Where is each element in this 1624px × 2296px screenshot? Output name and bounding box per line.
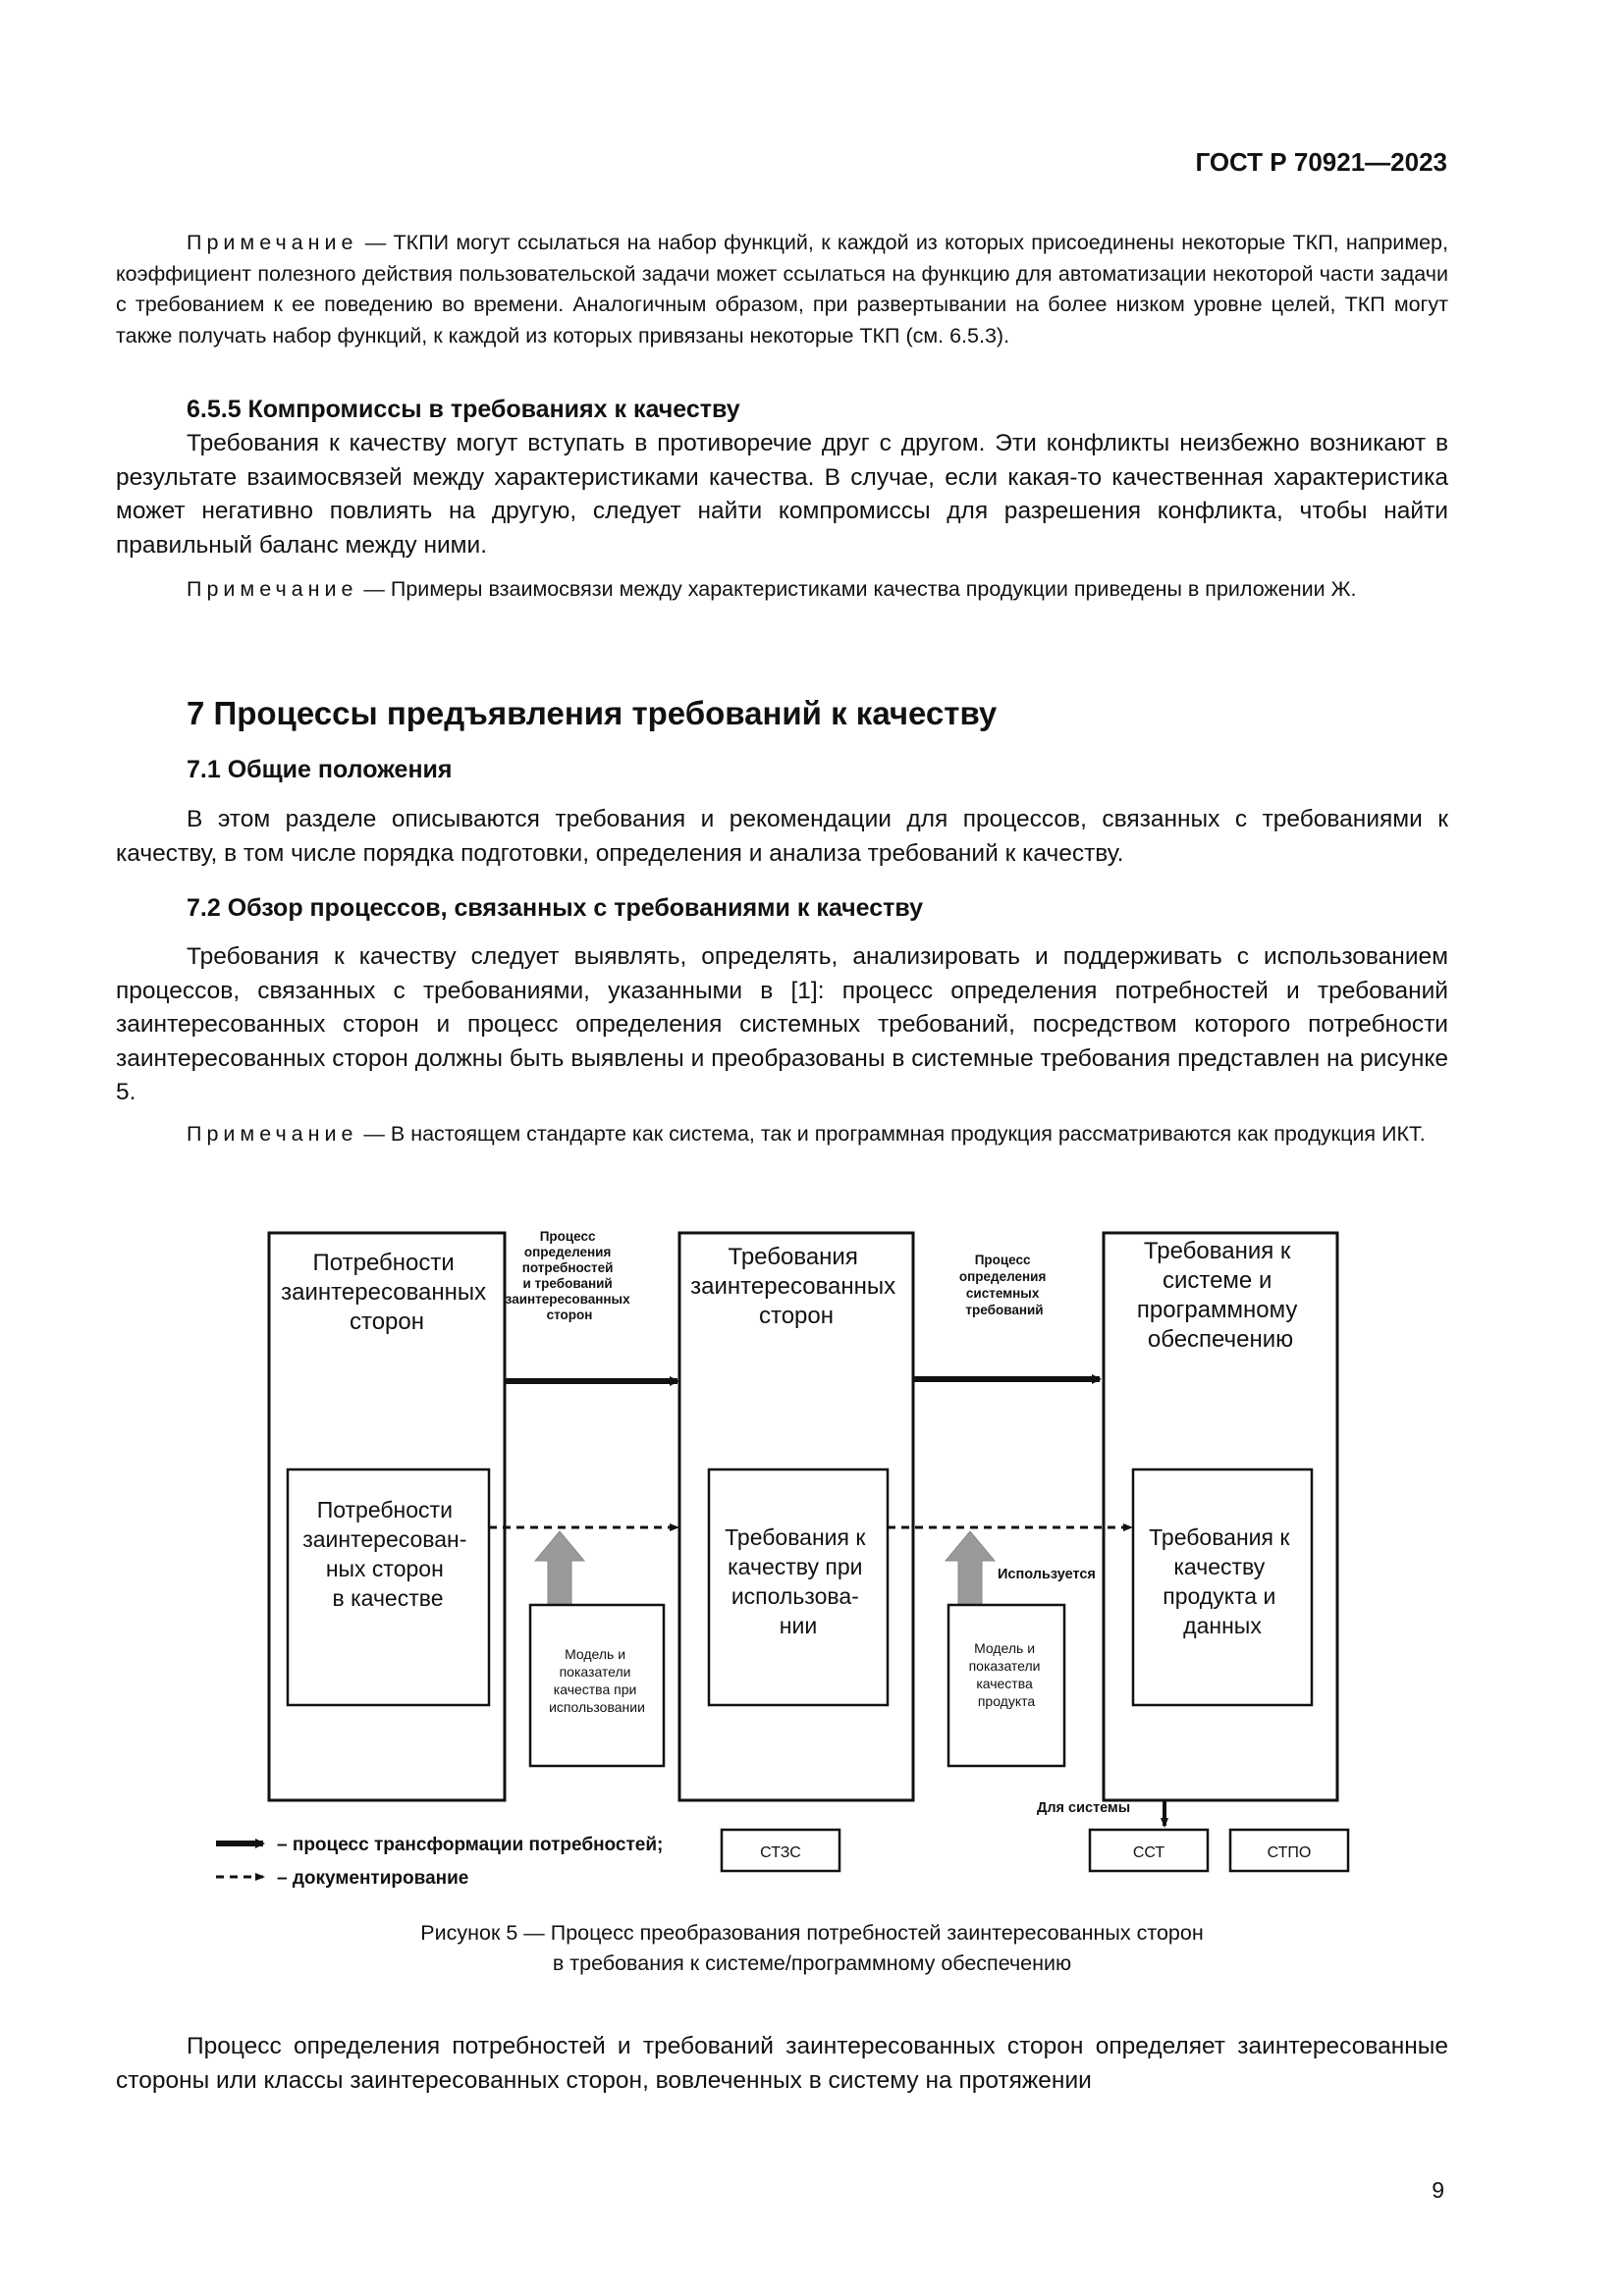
col1-title: Потребности заинтересованных сторон — [281, 1250, 487, 1335]
col2-title: Требования заинтересованных сторон — [690, 1244, 896, 1329]
note-text: — Примеры взаимосвязи между характеристиками качества продукции приведены в приложении Ж. — [357, 577, 1357, 601]
process-1-label: Процесс определения потребностей и требований заинтересованных сторон — [505, 1229, 630, 1322]
final-paragraph: Процесс определения потребностей и требований заинтересованных сторон определяет заинтересованные стороны или классы заинтересованных сторон, вовлеченных в систему на протяжении — [116, 2033, 1448, 2094]
col2-inner: Требования к качеству при использова- нии — [725, 1524, 866, 1638]
caption-line-2: в требования к системе/программному обеспечению — [552, 1951, 1072, 1975]
section-7-heading: 7 Процессы предъявления требований к качеству — [187, 695, 998, 731]
section-7-2-heading: 7.2 Обзор процессов, связанных с требованиями к качеству — [187, 894, 923, 922]
stpo-label: СТПО — [1267, 1844, 1312, 1861]
note-text: — ТКПИ могут ссылаться на набор функций, к каждой из которых присоединены некоторые ТКП, например, коэффициент полезного действия пользовательской задачи может ссылаться на функцию для автоматизации некоторой части задачи с требованием к ее поведению во времени. Аналогичным образом, при развертывании на более низком уровне целей, ТКП могут также получать набор функций, к каждой из которых привязаны некоторые ТКП (см. 6.5.3). — [116, 231, 1448, 347]
figure-caption — [295, 1918, 1329, 1979]
page-number: 9 — [1432, 2177, 1444, 2203]
note-label: Примечание — [187, 577, 358, 601]
document-id: ГОСТ Р 70921—2023 — [1195, 147, 1447, 177]
process-2-label: Процесс определения системных требований — [958, 1253, 1047, 1317]
for-system-label: Для системы — [1037, 1800, 1131, 1816]
stzs-label: СТЗС — [760, 1844, 801, 1861]
uses-label: Используется — [998, 1567, 1096, 1582]
section-7-1-heading: 7.1 Общие положения — [187, 756, 453, 783]
col3-inner: Требования к качеству продукта и данных — [1149, 1524, 1290, 1638]
note-label: Примечание — [187, 1122, 358, 1146]
section-6-5-5-heading: 6.5.5 Компромиссы в требованиях к качеству — [187, 396, 740, 423]
caption-line-1: Рисунок 5 — Процесс преобразования потребностей заинтересованных сторон — [420, 1921, 1204, 1945]
legend-solid-label: – процесс трансформации потребностей; — [277, 1835, 664, 1855]
section-7-1-text: В этом разделе описываются требования и рекомендации для процессов, связанных с требованиями к качеству, в том числе порядка подготовки, определения и анализа требований к качеству. — [116, 806, 1448, 867]
note-label: Примечание — [187, 231, 358, 254]
legend-dashed-label: – документирование — [277, 1868, 469, 1889]
col3-title: Требования к системе и программному обеспечению — [1136, 1238, 1298, 1353]
section-7-2-text: Требования к качеству следует выявлять, определять, анализировать и поддерживать с использованием процессов, связанных с требованиями, указанными в [1]: процесс определения потребностей и требований заинтересованных сторон и процесс определения системных требований, посредством которого потребности заинтересованных сторон должны быть выявлены и преобразованы в системные требования представлен на рисунке 5. — [116, 943, 1448, 1105]
model-2-label: Модель и показатели качества продукта — [968, 1640, 1041, 1709]
sst-label: ССТ — [1132, 1844, 1165, 1861]
model-1-label: Модель и показатели качества при использовании — [549, 1646, 645, 1715]
note-text: — В настоящем стандарте как система, так и программная продукция рассматриваются как продукция ИКТ. — [357, 1122, 1426, 1146]
uses-arrow-2 — [946, 1531, 995, 1605]
section-6-5-5-text: Требования к качеству могут вступать в противоречие друг с другом. Эти конфликты неизбежно возникают в результате взаимосвязей между характеристиками качества. В случае, если какая-то качественная характеристика может негативно повлиять на другую, следует найти компромиссы для разрешения конфликта, чтобы найти правильный баланс между ними. — [116, 430, 1448, 559]
col1-inner: Потребности заинтересован- ных сторон в качестве — [302, 1497, 467, 1611]
uses-arrow-1 — [535, 1531, 584, 1605]
